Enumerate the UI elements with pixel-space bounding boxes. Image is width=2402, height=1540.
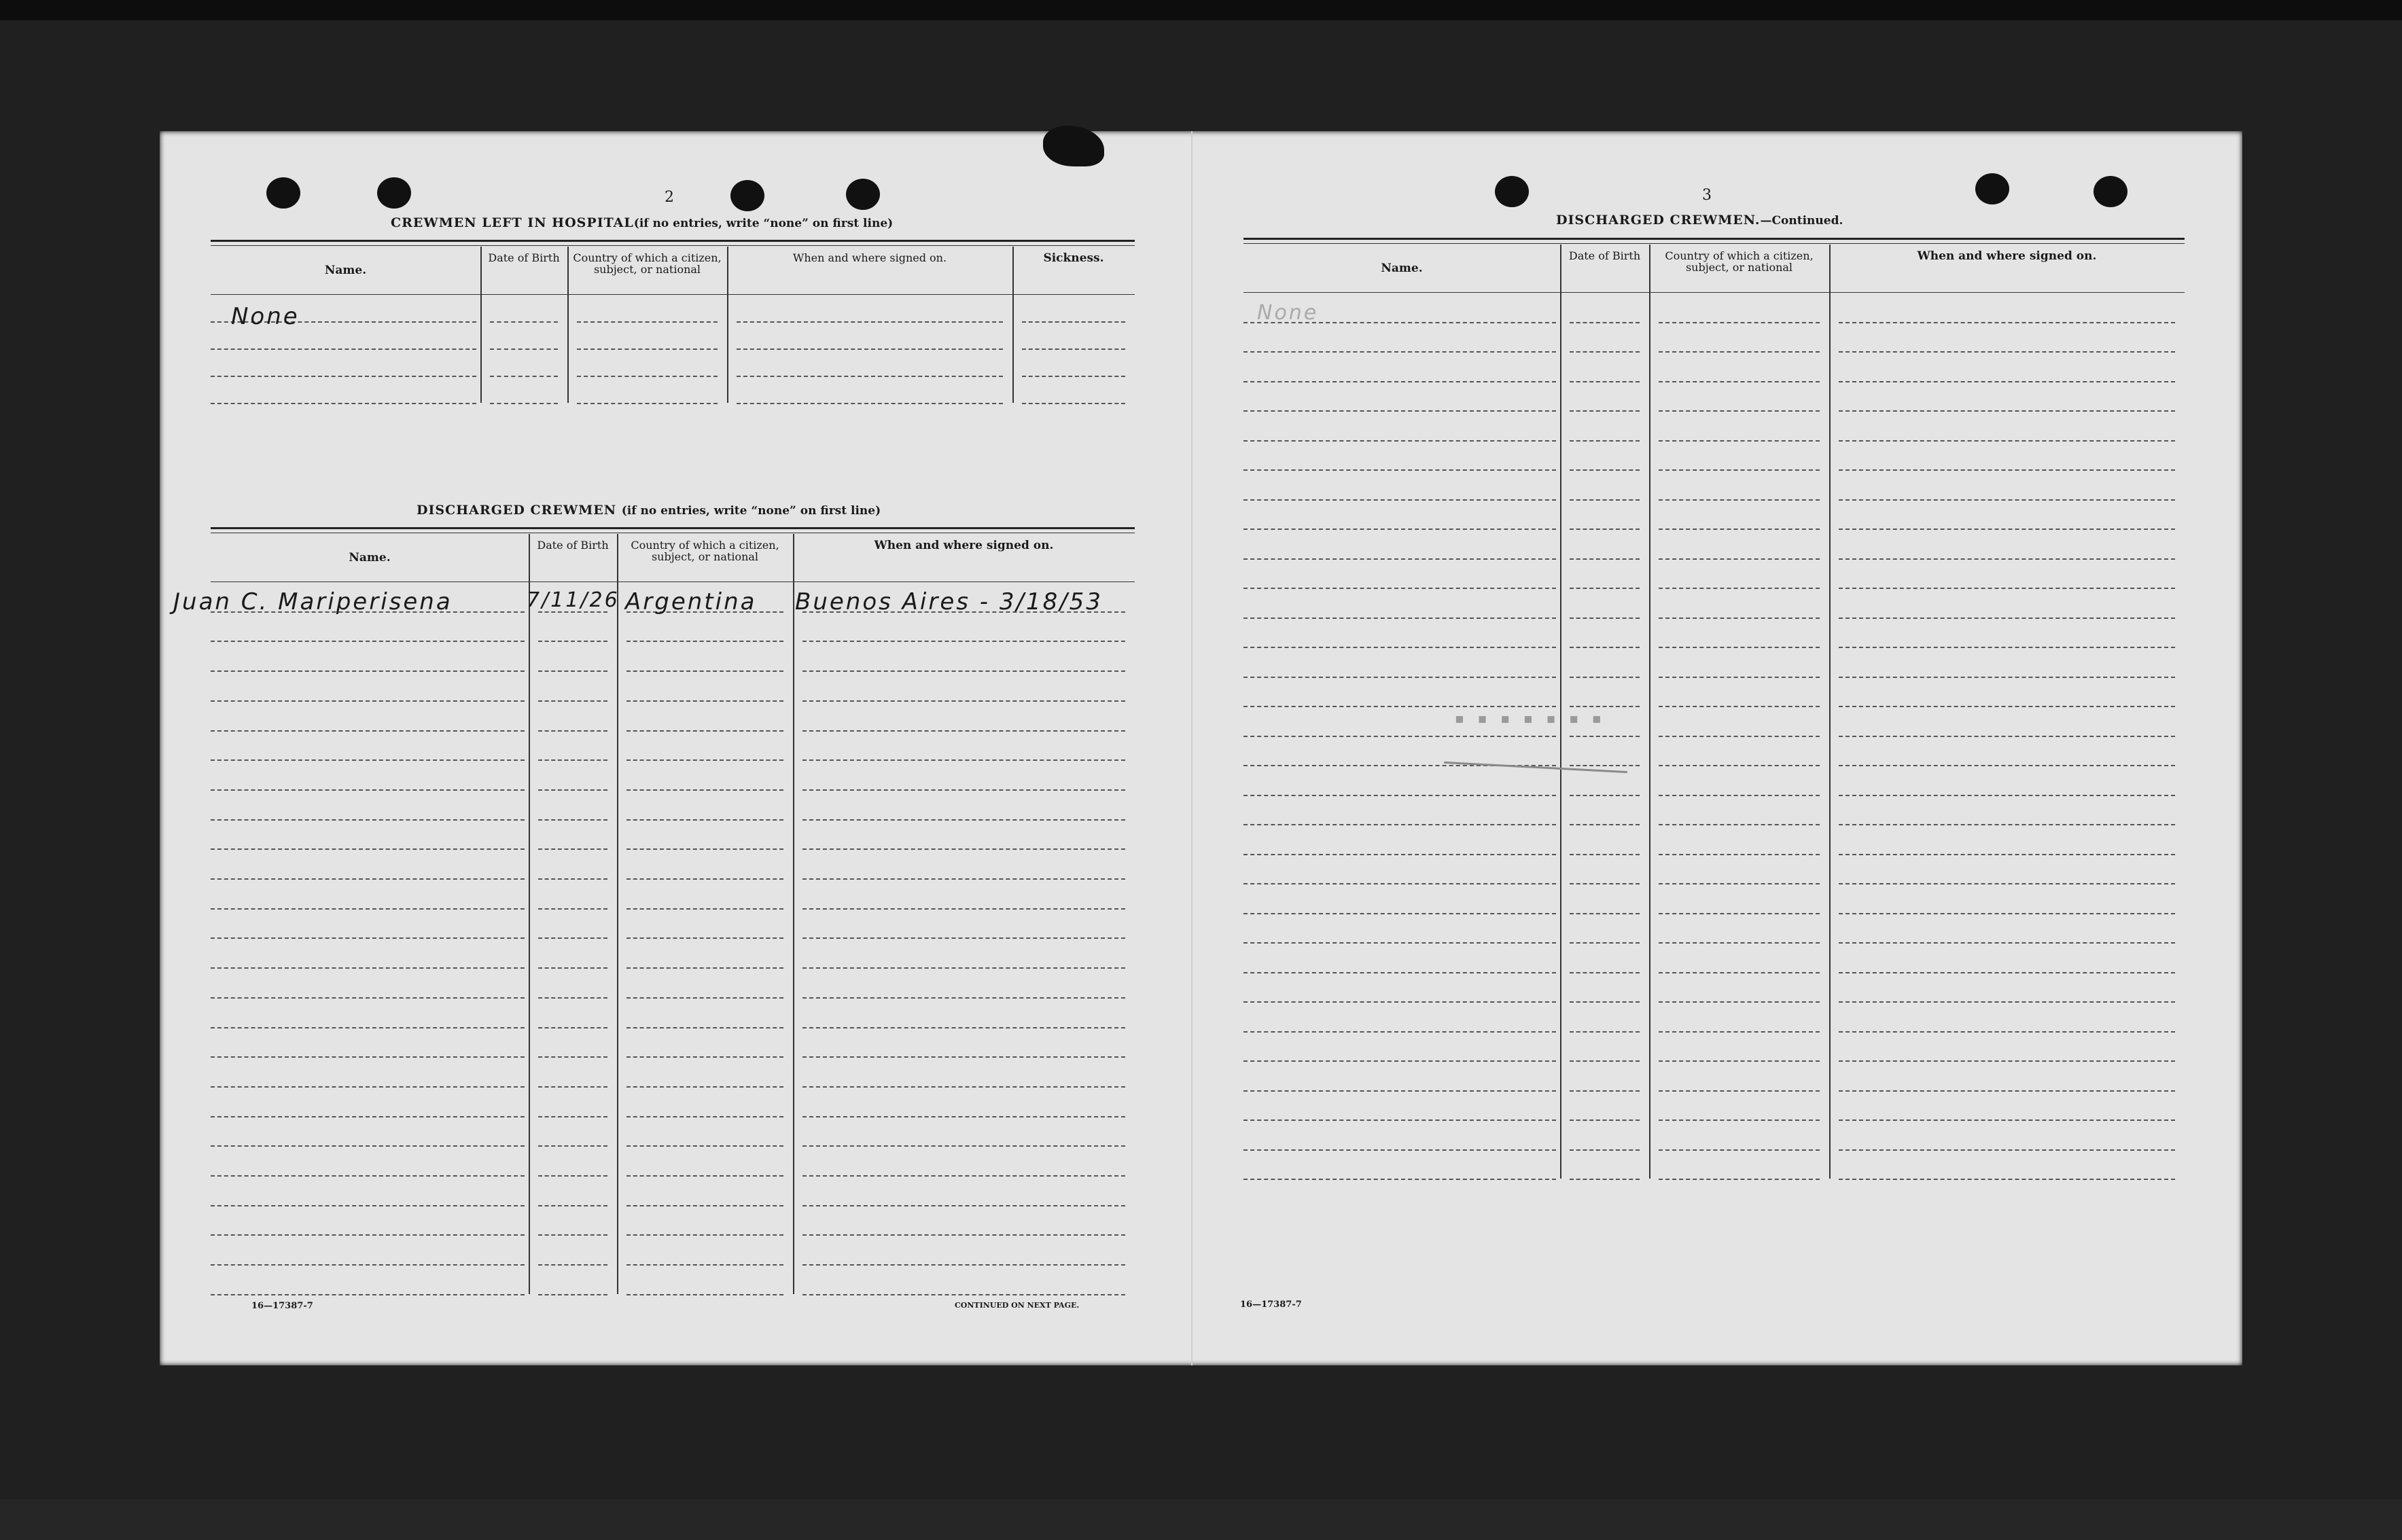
ruled-line — [626, 789, 783, 791]
ruled-line — [1839, 617, 2175, 619]
ruled-line — [211, 403, 476, 404]
ruled-line — [802, 1086, 1125, 1088]
ruled-line — [1839, 410, 2175, 412]
discharged-instruction: (if no entries, write “none” on first line) — [621, 504, 881, 518]
ruled-line — [1659, 706, 1820, 707]
ruled-line — [1839, 588, 2175, 589]
ruled-line — [1659, 322, 1820, 323]
ruled-line — [1243, 795, 1556, 796]
ruled-line — [1570, 1001, 1640, 1003]
ruled-line — [737, 376, 1003, 377]
column-header: Country of which a citizen, subject, or national — [631, 539, 779, 563]
ruled-line — [538, 759, 607, 761]
ruled-line — [1570, 677, 1640, 678]
ruled-line — [538, 1145, 607, 1147]
ruled-line — [577, 376, 718, 377]
ruled-line — [802, 641, 1125, 642]
ruled-line — [211, 1027, 525, 1028]
ruled-line — [626, 641, 783, 642]
ruled-line — [626, 1175, 783, 1177]
ruled-line — [577, 348, 718, 350]
header-underline — [1243, 292, 2185, 293]
ruled-line — [1570, 381, 1640, 382]
ruled-line — [626, 759, 783, 761]
ruled-line — [1243, 883, 1556, 884]
ruled-line — [1839, 499, 2175, 501]
ruled-line — [1839, 1120, 2175, 1121]
ruled-line — [1659, 1149, 1820, 1151]
ruled-line — [211, 348, 476, 350]
ruled-line — [490, 376, 558, 377]
ruled-line — [802, 1027, 1125, 1028]
ruled-line — [1570, 1120, 1640, 1121]
column-divider — [1012, 247, 1014, 403]
handwritten-name: Juan C. Mariperisena — [173, 588, 453, 615]
ruled-line — [1839, 1001, 2175, 1003]
ruled-line — [1659, 588, 1820, 589]
ruled-line — [1659, 883, 1820, 884]
ruled-line — [1570, 706, 1640, 707]
ruled-line — [1243, 529, 1556, 530]
ruled-line — [1839, 381, 2175, 382]
ruled-line — [538, 1175, 607, 1177]
ruled-line — [1570, 322, 1640, 323]
ruled-line — [211, 1264, 525, 1266]
ruled-line — [1839, 440, 2175, 442]
ruled-line — [211, 700, 525, 702]
ruled-line — [211, 967, 525, 969]
ruled-line — [1570, 558, 1640, 560]
ruled-line — [1659, 410, 1820, 412]
ruled-line — [1570, 440, 1640, 442]
ruled-line — [1659, 529, 1820, 530]
discharged-continued-title — [1556, 213, 1843, 228]
ruled-line — [1243, 469, 1556, 471]
ruled-line — [1839, 824, 2175, 825]
ruled-line — [626, 997, 783, 999]
ruled-line — [802, 967, 1125, 969]
ruled-line — [1659, 647, 1820, 648]
ruled-line — [1659, 972, 1820, 973]
ruled-line — [1243, 617, 1556, 619]
form-number: 16—17387-7 — [251, 1301, 313, 1311]
table-rule — [211, 245, 1135, 246]
ruled-line — [538, 1056, 607, 1058]
ruled-line — [538, 670, 607, 672]
ruled-line — [802, 1175, 1125, 1177]
column-header: Name. — [324, 264, 367, 277]
ruled-line — [577, 321, 718, 323]
ruled-line — [737, 348, 1003, 350]
ruled-line — [1243, 351, 1556, 353]
ruled-line — [1839, 1060, 2175, 1062]
ruled-line — [802, 1294, 1125, 1295]
column-header: When and where signed on. — [1917, 249, 2097, 263]
column-divider — [1649, 245, 1650, 1179]
ruled-line — [626, 1027, 783, 1028]
ruled-line — [211, 759, 525, 761]
column-divider — [1829, 245, 1831, 1179]
ruled-line — [626, 878, 783, 880]
ruled-line — [626, 700, 783, 702]
ruled-line — [211, 1086, 525, 1088]
ruled-line — [538, 1264, 607, 1266]
ruled-line — [538, 997, 607, 999]
ruled-line — [1243, 588, 1556, 589]
ruled-line — [1839, 558, 2175, 560]
ruled-line — [211, 1116, 525, 1117]
ruled-line — [1659, 677, 1820, 678]
ruled-line — [1659, 824, 1820, 825]
ruled-line — [211, 641, 525, 642]
ruled-line — [626, 1086, 783, 1088]
column-header: Date of Birth — [488, 251, 560, 264]
ruled-line — [538, 967, 607, 969]
ruled-line — [1839, 765, 2175, 766]
ruled-line — [1570, 854, 1640, 855]
ruled-line — [1659, 1090, 1820, 1092]
ruled-line — [1570, 1090, 1640, 1092]
ruled-line — [1243, 677, 1556, 678]
ruled-line — [1659, 854, 1820, 855]
ruled-line — [1570, 588, 1640, 589]
ruled-line — [1659, 765, 1820, 766]
ruled-line — [626, 1116, 783, 1117]
column-header: Country of which a citizen, subject, or national — [1665, 249, 1814, 274]
ruled-line — [1659, 1031, 1820, 1033]
ruled-line — [1659, 795, 1820, 796]
ruled-line — [1570, 736, 1640, 737]
ruled-line — [538, 1294, 607, 1295]
page-number: 2 — [665, 189, 674, 206]
ruled-line — [577, 403, 718, 404]
ruled-line — [1022, 376, 1125, 377]
table-rule — [211, 527, 1135, 529]
ruled-line — [211, 1175, 525, 1177]
ruled-line — [626, 670, 783, 672]
ruled-line — [1659, 942, 1820, 944]
ruled-line — [538, 1234, 607, 1236]
ruled-line — [538, 1205, 607, 1206]
ruled-line — [1243, 410, 1556, 412]
continued-note: CONTINUED ON NEXT PAGE. — [955, 1301, 1080, 1310]
ruled-line — [1570, 972, 1640, 973]
ruled-line — [1659, 913, 1820, 914]
ruled-line — [1243, 499, 1556, 501]
table-rule — [1243, 243, 2185, 244]
ruled-line — [1022, 403, 1125, 404]
ruled-line — [1839, 1031, 2175, 1033]
stamp-ghost: ▪▪▪▪▪▪▪ — [1454, 709, 1614, 729]
column-header: Sickness. — [1043, 251, 1104, 265]
ruled-line — [538, 819, 607, 821]
ruled-line — [1570, 410, 1640, 412]
ruled-line — [1659, 1120, 1820, 1121]
ruled-line — [1839, 1090, 2175, 1092]
ruled-line — [802, 937, 1125, 939]
column-divider — [793, 534, 794, 1294]
ruled-line — [626, 1264, 783, 1266]
ruled-line — [1839, 706, 2175, 707]
ruled-line — [538, 1116, 607, 1117]
ruled-line — [1243, 1090, 1556, 1092]
ruled-line — [626, 1056, 783, 1058]
handwritten-country: Argentina — [625, 588, 757, 615]
ruled-line — [626, 908, 783, 910]
column-header: Date of Birth — [1568, 249, 1641, 262]
ruled-line — [1659, 440, 1820, 442]
ruled-line — [1839, 1179, 2175, 1180]
column-divider — [480, 247, 482, 403]
ruled-line — [211, 789, 525, 791]
ruled-line — [1839, 854, 2175, 855]
ruled-line — [1839, 647, 2175, 648]
ruled-line — [802, 908, 1125, 910]
ruled-line — [538, 641, 607, 642]
ruled-line — [538, 1027, 607, 1028]
ruled-line — [737, 403, 1003, 404]
column-header: When and where signed on. — [792, 251, 947, 264]
ruled-line — [802, 1234, 1125, 1236]
hospital-instruction: (if no entries, write “none” on first line) — [633, 217, 894, 230]
ruled-line — [211, 1205, 525, 1206]
ruled-line — [626, 1145, 783, 1147]
ruled-line — [1570, 1179, 1640, 1180]
handwritten-none: None — [231, 303, 300, 330]
ruled-line — [1243, 913, 1556, 914]
ruled-line — [490, 403, 558, 404]
ruled-line — [802, 1056, 1125, 1058]
ruled-line — [1243, 1120, 1556, 1121]
ruled-line — [1570, 1149, 1640, 1151]
ruled-line — [1839, 1149, 2175, 1151]
handwritten-signed-on: Buenos Aires - 3/18/53 — [795, 588, 1103, 615]
ruled-line — [1570, 824, 1640, 825]
ruled-line — [1243, 824, 1556, 825]
ruled-line — [802, 730, 1125, 732]
column-header: Date of Birth — [537, 539, 609, 552]
ruled-line — [802, 819, 1125, 821]
ruled-line — [211, 670, 525, 672]
document-spread — [160, 131, 2242, 1365]
ruled-line — [802, 700, 1125, 702]
ruled-line — [1659, 499, 1820, 501]
ruled-line — [1839, 942, 2175, 944]
ruled-line — [490, 321, 558, 323]
ruled-line — [1570, 499, 1640, 501]
ruled-line — [1659, 351, 1820, 353]
ruled-line — [1659, 617, 1820, 619]
ruled-line — [1243, 972, 1556, 973]
ruled-line — [802, 1264, 1125, 1266]
column-divider — [567, 247, 569, 403]
ruled-line — [1659, 1179, 1820, 1180]
ruled-line — [1570, 617, 1640, 619]
ruled-line — [1570, 469, 1640, 471]
ruled-line — [211, 908, 525, 910]
ruled-line — [1839, 529, 2175, 530]
ruled-line — [1243, 440, 1556, 442]
column-header: Country of which a citizen, subject, or national — [573, 251, 722, 276]
right-page — [1193, 131, 2242, 1365]
header-underline — [211, 294, 1135, 295]
ruled-line — [626, 730, 783, 732]
left-page — [160, 131, 1191, 1365]
ruled-line — [626, 819, 783, 821]
hospital-section-title — [391, 215, 893, 230]
ruled-line — [626, 1205, 783, 1206]
ruled-line — [538, 878, 607, 880]
ruled-line — [737, 321, 1003, 323]
ruled-line — [211, 1056, 525, 1058]
ruled-line — [538, 1086, 607, 1088]
ruled-line — [802, 789, 1125, 791]
ruled-line — [1570, 351, 1640, 353]
ruled-line — [1243, 1060, 1556, 1062]
ruled-line — [211, 376, 476, 377]
ruled-line — [1839, 736, 2175, 737]
discharged-title-text: DISCHARGED CREWMEN — [417, 503, 617, 518]
ruled-line — [538, 908, 607, 910]
ruled-line — [802, 759, 1125, 761]
ruled-line — [1839, 913, 2175, 914]
ruled-line — [538, 848, 607, 850]
ruled-line — [1243, 706, 1556, 707]
continued-suffix: —Continued. — [1760, 214, 1843, 228]
ruled-line — [538, 730, 607, 732]
ruled-line — [1570, 765, 1640, 766]
ruled-line — [1839, 351, 2175, 353]
ruled-line — [211, 1294, 525, 1295]
ruled-line — [1243, 647, 1556, 648]
ruled-line — [1839, 883, 2175, 884]
ruled-line — [1570, 647, 1640, 648]
hospital-title-text: CREWMEN LEFT IN HOSPITAL — [391, 215, 634, 230]
ruled-line — [1659, 736, 1820, 737]
header-underline — [211, 581, 1135, 582]
ruled-line — [1839, 795, 2175, 796]
ruled-line — [626, 848, 783, 850]
discharged-section-title — [417, 503, 881, 518]
ruled-line — [538, 937, 607, 939]
ruled-line — [1659, 1001, 1820, 1003]
ruled-line — [1570, 1060, 1640, 1062]
ruled-line — [802, 848, 1125, 850]
ruled-line — [211, 878, 525, 880]
ruled-line — [1839, 322, 2175, 323]
ruled-line — [1243, 736, 1556, 737]
column-header: Name. — [349, 551, 391, 565]
ruled-line — [802, 997, 1125, 999]
ruled-line — [626, 937, 783, 939]
ruled-line — [1243, 1149, 1556, 1151]
handwritten-dob: 7/11/26 — [527, 588, 620, 612]
faint-handwritten-none: None — [1257, 301, 1319, 325]
ruled-line — [211, 937, 525, 939]
ruled-line — [1243, 558, 1556, 560]
ruled-line — [1570, 529, 1640, 530]
ruled-line — [802, 1116, 1125, 1117]
ruled-line — [1243, 1031, 1556, 1033]
ruled-line — [211, 819, 525, 821]
ruled-line — [1570, 1031, 1640, 1033]
ruled-line — [1022, 321, 1125, 323]
table-rule — [1243, 238, 2185, 240]
ruled-line — [211, 997, 525, 999]
ruled-line — [538, 789, 607, 791]
stamp-ghost-line — [1444, 762, 1627, 773]
ruled-line — [802, 1145, 1125, 1147]
ruled-line — [1243, 1001, 1556, 1003]
ruled-line — [1659, 381, 1820, 382]
ruled-line — [211, 1145, 525, 1147]
ruled-line — [211, 848, 525, 850]
ruled-line — [1659, 558, 1820, 560]
column-divider — [529, 534, 530, 1294]
ruled-line — [1839, 469, 2175, 471]
table-rule — [211, 240, 1135, 242]
ruled-line — [211, 730, 525, 732]
ruled-line — [490, 348, 558, 350]
ruled-line — [1570, 795, 1640, 796]
ruled-line — [1022, 348, 1125, 350]
ruled-line — [802, 878, 1125, 880]
ruled-line — [1839, 972, 2175, 973]
ruled-line — [1570, 913, 1640, 914]
ruled-line — [802, 1205, 1125, 1206]
ruled-line — [1570, 883, 1640, 884]
column-header: Name. — [1381, 262, 1423, 275]
column-header: When and where signed on. — [874, 539, 1054, 552]
ruled-line — [626, 1294, 783, 1295]
ruled-line — [1243, 854, 1556, 855]
form-number: 16—17387-7 — [1240, 1300, 1302, 1310]
ruled-line — [1570, 942, 1640, 944]
ruled-line — [1659, 469, 1820, 471]
ruled-line — [1659, 1060, 1820, 1062]
continued-title-text: DISCHARGED CREWMEN. — [1556, 213, 1761, 228]
ruled-line — [538, 700, 607, 702]
column-divider — [727, 247, 728, 403]
ruled-line — [211, 1234, 525, 1236]
ruled-line — [1243, 1179, 1556, 1180]
column-divider — [617, 534, 618, 1294]
page-number: 3 — [1702, 187, 1712, 204]
ruled-line — [1243, 381, 1556, 382]
ruled-line — [1243, 942, 1556, 944]
ruled-line — [802, 670, 1125, 672]
ruled-line — [626, 1234, 783, 1236]
ruled-line — [626, 967, 783, 969]
ruled-line — [1839, 677, 2175, 678]
